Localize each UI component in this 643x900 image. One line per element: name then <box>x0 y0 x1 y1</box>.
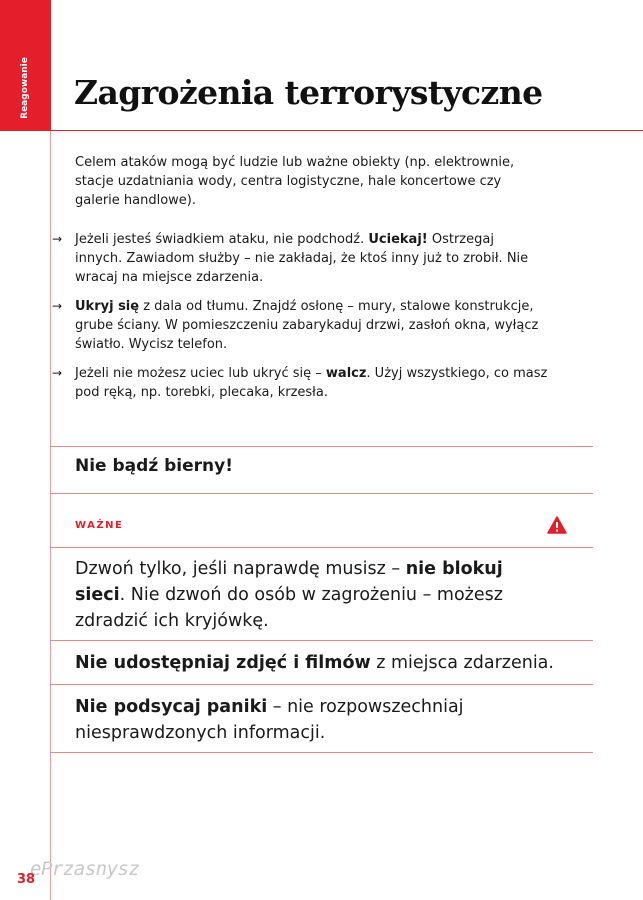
list-item-fight: → Jeżeli nie możesz uciec lub ukryć się – walcz. Użyj wszystkiego, co masz pod ręką, np. torebki, plecaka, krzesła. <box>52 366 548 400</box>
watermark-logo: ePrzasnysz <box>30 858 140 880</box>
action-list <box>50 230 570 402</box>
page-number: 38 <box>17 872 36 887</box>
divider <box>50 640 593 641</box>
warning-icon <box>547 516 567 534</box>
section-tab <box>0 0 51 131</box>
divider <box>50 752 593 753</box>
tip-panic: Nie podsycaj paniki – nie rozpowszechniaj niesprawdzonych informacji. <box>75 697 464 743</box>
tip-calls: Dzwoń tylko, jeśli naprawdę musisz – nie blokuj sieci. Nie dzwoń do osób w zagrożeniu – możesz zdradzić ich kryjówkę. <box>75 559 503 631</box>
divider <box>50 493 593 494</box>
section-heading: Nie bądź bierny! <box>75 456 233 476</box>
tip-photos: Nie udostępniaj zdjęć i filmów z miejsca zdarzenia. <box>75 653 554 673</box>
section-label: Reagowanie <box>20 57 30 119</box>
list-item-escape: → Jeżeli jesteś świadkiem ataku, nie podchodź. Uciekaj! Ostrzegaj innych. Zawiadom służby – nie zakładaj, że ktoś inny już to zrobił. Nie wracaj na miejsce zdarzenia. <box>52 232 529 285</box>
divider <box>50 446 593 447</box>
list-item-hide: → Ukryj się z dala od tłumu. Znajdź osłonę – mury, stalowe konstrukcje, grube ściany. W pomieszczeniu zabarykaduj drzwi, zasłoń okna, wyłącz światło. Wycisz telefon. <box>52 299 539 352</box>
divider <box>50 684 593 685</box>
important-label: WAŻNE <box>75 520 124 531</box>
arrow-right-icon: → <box>52 366 63 380</box>
arrow-right-icon: → <box>52 299 63 313</box>
arrow-right-icon: → <box>52 232 63 246</box>
intro-paragraph: Celem ataków mogą być ludzie lub ważne obiekty (np. elektrownie, stacje uzdatniania wody, centra logistyczne, hale koncertowe czy galerie handlowe). <box>75 155 515 208</box>
page-title: Zagrożenia terrorystyczne <box>74 73 543 112</box>
divider <box>50 547 593 548</box>
title-rule <box>50 130 643 131</box>
